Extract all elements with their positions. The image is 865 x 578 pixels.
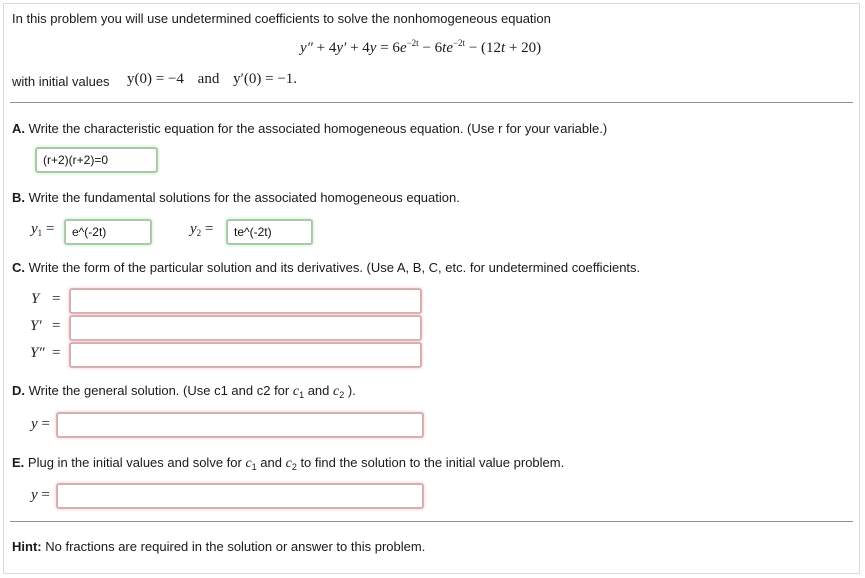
part-d-prompt — [12, 383, 356, 400]
y2-input[interactable] — [227, 220, 312, 244]
Ypp-label — [30, 345, 45, 362]
y2-sub: 2 — [196, 228, 202, 238]
y1-sub: 1 — [37, 228, 43, 238]
general-solution-input[interactable] — [57, 413, 423, 437]
part-d-and: and — [304, 383, 334, 398]
eq-y: y — [369, 40, 377, 56]
c2-var: c — [333, 384, 340, 399]
Ypp-equals: = — [52, 345, 61, 361]
hint-label: Hint: — [12, 539, 42, 554]
ivp-y-label — [31, 487, 50, 504]
c1-var: c — [292, 384, 300, 399]
part-e-text-end: to find the solution to the initial value problem. — [296, 455, 565, 470]
part-d-label: D. — [12, 383, 25, 398]
Yp-label — [30, 318, 42, 335]
part-c-prompt — [12, 260, 640, 275]
hint — [12, 539, 425, 554]
eq-exponent: −2t — [452, 38, 466, 48]
c1-sub: 1 — [299, 390, 305, 400]
Y-equals: = — [52, 291, 61, 307]
c2-var: c — [285, 456, 292, 471]
eq-part: = 6 — [376, 40, 400, 56]
Ypp-var: Y″ — [30, 345, 45, 361]
part-a-prompt — [12, 121, 607, 136]
initial-values — [127, 71, 297, 88]
eq-e: e — [399, 40, 407, 56]
eq-part: + 20) — [505, 40, 542, 56]
part-b-text: Write the fundamental solutions for the associated homogeneous equation. — [28, 190, 460, 205]
part-d-text: Write the general solution. (Use c1 and c2 for — [28, 383, 293, 398]
eq-y-prime: y′ — [336, 40, 347, 56]
equals-sign: = — [41, 487, 50, 503]
general-y-var: y — [31, 416, 38, 432]
equals-sign: = — [45, 221, 55, 237]
intro-text: In this problem you will use undetermined coefficients to solve the nonhomogeneous equation — [12, 11, 551, 26]
eq-part: + 4 — [312, 40, 337, 56]
eq-part: − 6 — [418, 40, 443, 56]
ivp-y-var: y — [31, 487, 38, 503]
ivp-solution-input[interactable] — [57, 484, 423, 508]
y1-var: y — [31, 221, 38, 237]
hint-text: No fractions are required in the solution or answer to this problem. — [41, 539, 426, 554]
eq-y-double-prime: y″ — [300, 40, 313, 56]
particular-Y-input[interactable] — [70, 289, 421, 313]
part-b-prompt — [12, 190, 460, 205]
Yp-var: Y′ — [30, 318, 42, 334]
Yp-equals: = — [52, 318, 61, 334]
Y-label — [31, 291, 39, 308]
main-equation — [300, 40, 541, 57]
initial-values-label: with initial values — [12, 74, 110, 89]
characteristic-equation-input[interactable] — [36, 148, 157, 172]
part-e-text: Plug in the initial values and solve for — [27, 455, 246, 470]
part-e-label: E. — [12, 455, 25, 470]
part-b-label: B. — [12, 190, 25, 205]
divider-bottom — [10, 521, 853, 522]
c2-sub: 2 — [339, 390, 345, 400]
part-a-text: Write the characteristic equation for the associated homogeneous equation. (Use r for your variable.) — [28, 121, 608, 136]
part-c-text: Write the form of the particular solution and its derivatives. (Use A, B, C, etc. for undetermined coefficients. — [28, 260, 641, 275]
equals-sign: = — [204, 221, 214, 237]
particular-Yp-input[interactable] — [70, 316, 421, 340]
part-c-label: C. — [12, 260, 25, 275]
initial-and: and — [197, 71, 220, 87]
eq-part: − (12 — [465, 40, 502, 56]
c2-sub: 2 — [291, 462, 297, 472]
eq-te: te — [442, 40, 453, 56]
part-a-label: A. — [12, 121, 25, 136]
divider-top — [10, 102, 853, 103]
eq-t: t — [501, 40, 506, 56]
c1-var: c — [245, 456, 252, 471]
particular-Ypp-input[interactable] — [70, 343, 421, 367]
eq-exponent: −2t — [406, 38, 419, 48]
y1-label — [31, 221, 54, 238]
c1-sub: 1 — [251, 462, 257, 472]
general-y-label — [31, 416, 50, 433]
y2-var: y — [190, 221, 197, 237]
eq-part: + 4 — [346, 40, 370, 56]
Y-var: Y — [31, 291, 40, 307]
equals-sign: = — [41, 416, 50, 432]
initial-y0: y(0) = −4 — [127, 71, 184, 87]
initial-yp0: y′(0) = −1. — [233, 71, 298, 87]
y2-label — [190, 221, 213, 238]
part-d-text-end: ). — [344, 383, 356, 398]
y1-input[interactable] — [65, 220, 151, 244]
part-e-and: and — [256, 455, 286, 470]
part-e-prompt — [12, 455, 564, 472]
